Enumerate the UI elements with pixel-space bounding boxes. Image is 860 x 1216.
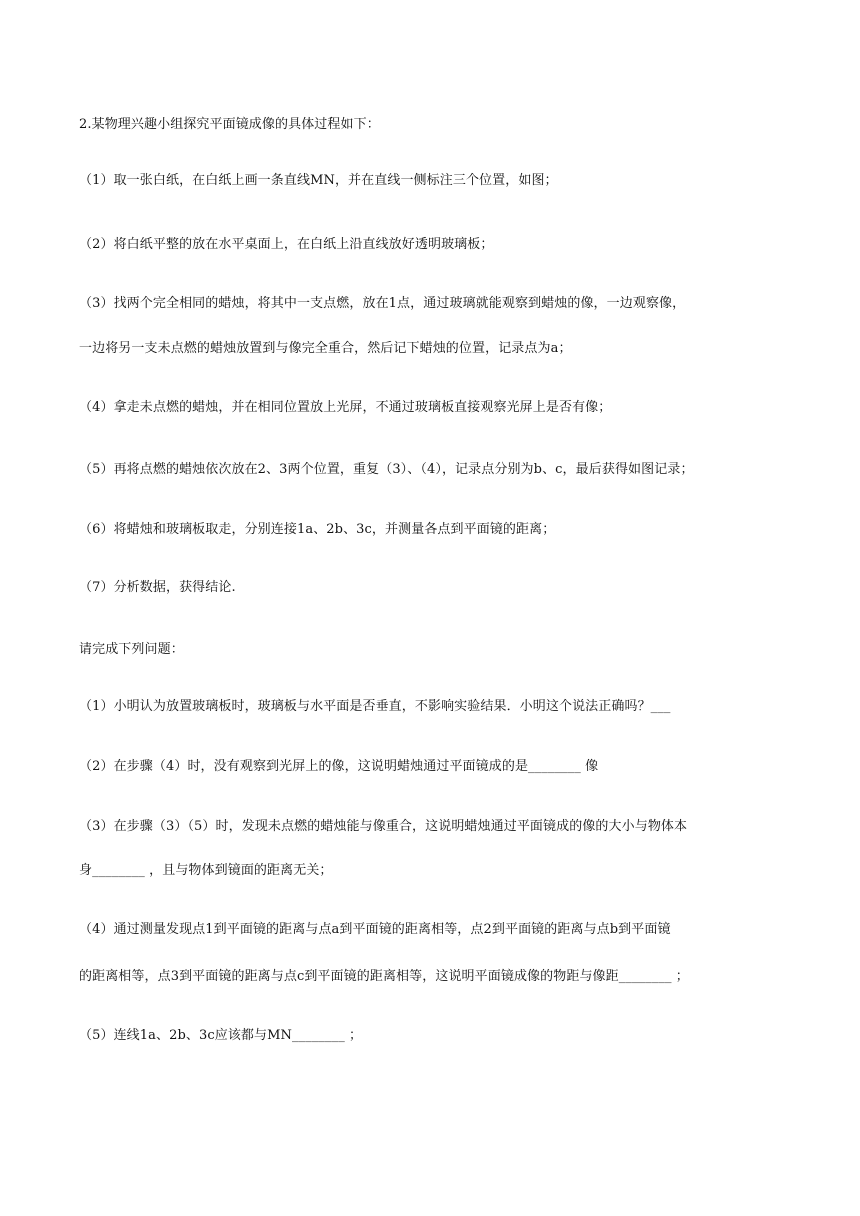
question-4-line-2: 的距离相等，点3到平面镜的距离与点c到平面镜的距离相等，这说明平面镜成像的物距与像距________ ；: [79, 969, 689, 984]
question-4-line-1: （4）通过测量发现点1到平面镜的距离与点a到平面镜的距离相等，点2到平面镜的距离与点b到平面镜: [79, 922, 671, 937]
step-7: （7）分析数据，获得结论.: [79, 580, 236, 595]
question-1: （1）小明认为放置玻璃板时，玻璃板与水平面是否垂直，不影响实验结果．小明这个说法正确吗？___: [79, 699, 671, 714]
step-1: （1）取一张白纸，在白纸上画一条直线MN，并在直线一侧标注三个位置，如图；: [79, 173, 558, 188]
question-5: （5）连线1a、2b、3c应该都与MN________ ；: [79, 1028, 363, 1043]
problem-intro: 2.某物理兴趣小组探究平面镜成像的具体过程如下：: [79, 117, 380, 132]
question-3-line-1: （3）在步骤（3）（5）时，发现未点燃的蜡烛能与像重合，这说明蜡烛通过平面镜成的像的大小与物体本: [79, 819, 688, 834]
question-2: （2）在步骤（4）时，没有观察到光屏上的像，这说明蜡烛通过平面镜成的是________ 像: [79, 759, 599, 774]
step-5: （5）再将点燃的蜡烛依次放在2、3两个位置，重复（3）、（4），记录点分别为b、c，最后获得如图记录；: [79, 462, 694, 477]
step-4: （4）拿走未点燃的蜡烛，并在相同位置放上光屏，不通过玻璃板直接观察光屏上是否有像；: [79, 400, 612, 415]
step-6: （6）将蜡烛和玻璃板取走，分别连接1a、2b、3c，并测量各点到平面镜的距离；: [79, 522, 556, 537]
questions-prompt: 请完成下列问题：: [79, 642, 184, 657]
step-3-line-1: （3）找两个完全相同的蜡烛，将其中一支点燃，放在1点，通过玻璃就能观察到蜡烛的像，一边观察像，: [79, 296, 686, 311]
step-3-line-2: 一边将另一支未点燃的蜡烛放置到与像完全重合，然后记下蜡烛的位置，记录点为a；: [79, 341, 572, 356]
step-2: （2）将白纸平整的放在水平桌面上，在白纸上沿直线放好透明玻璃板；: [79, 237, 494, 252]
question-3-line-2: 身________ ，且与物体到镜面的距离无关；: [79, 863, 333, 878]
